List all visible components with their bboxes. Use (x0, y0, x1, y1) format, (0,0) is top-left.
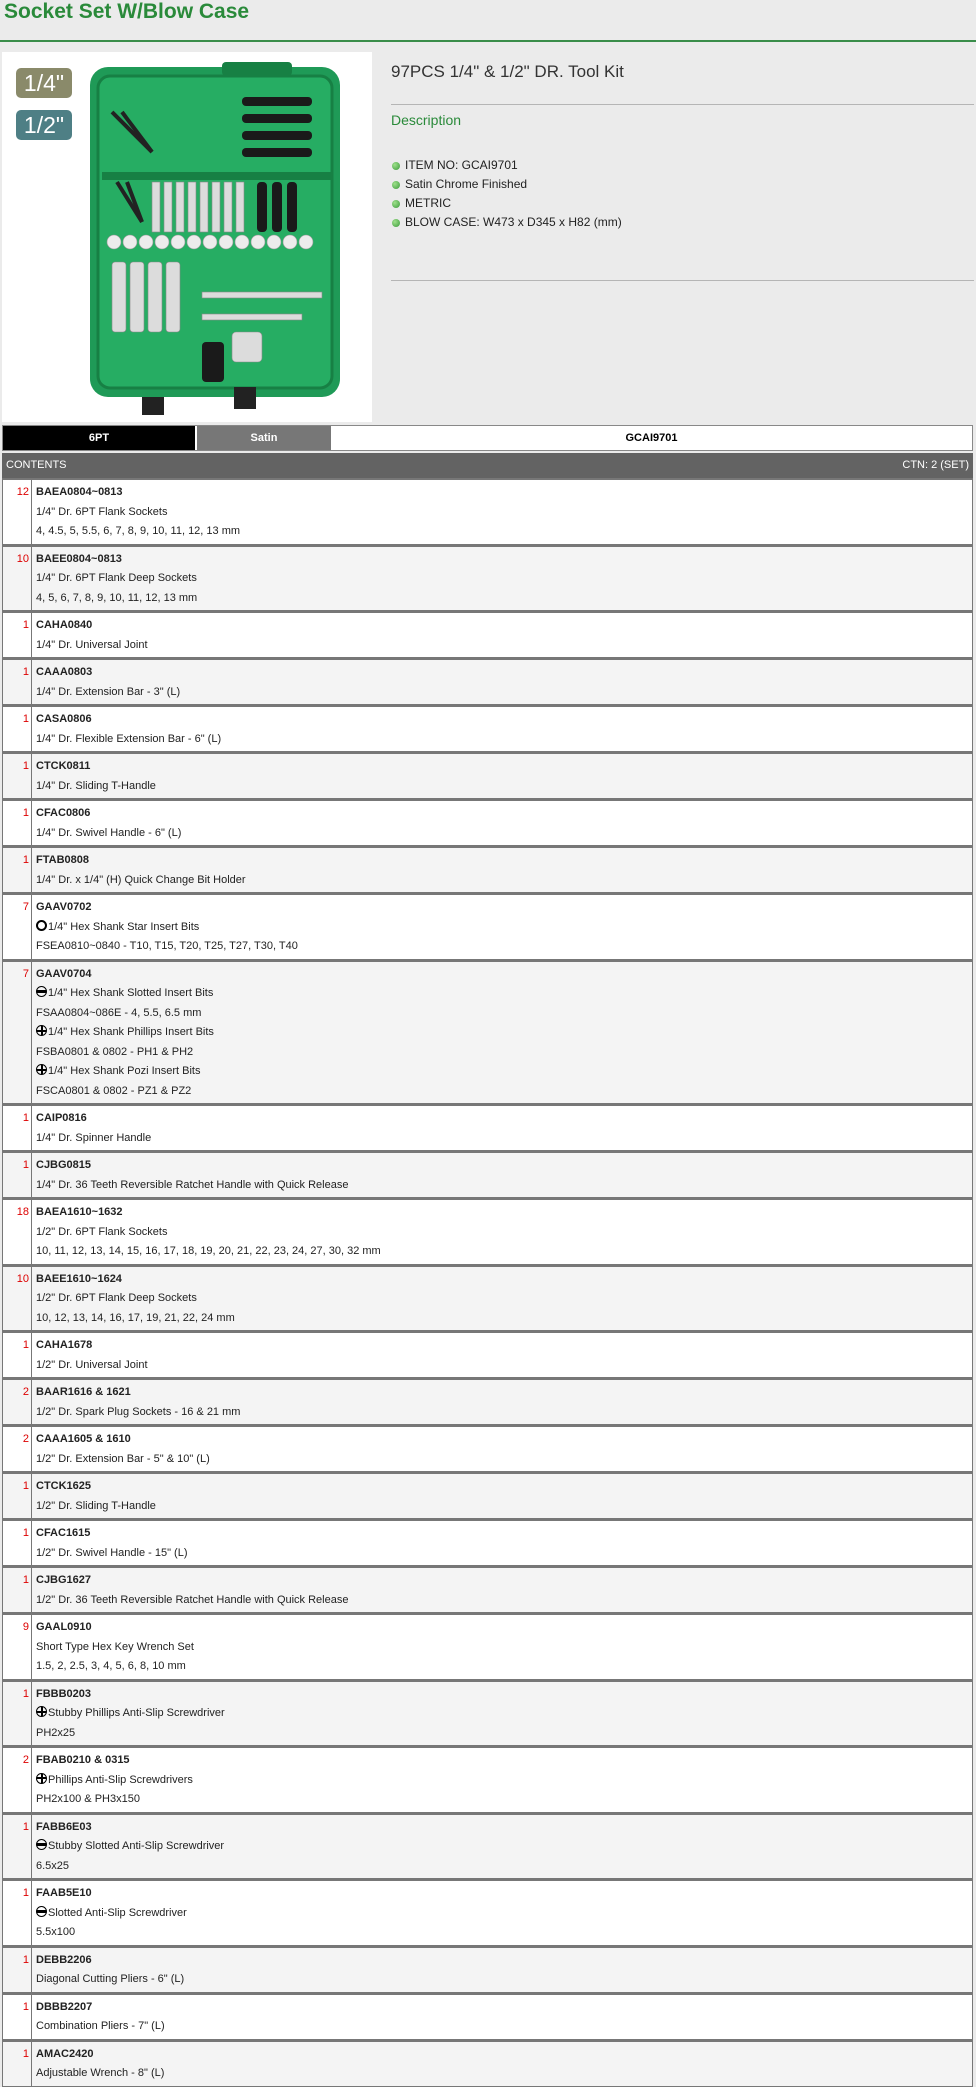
drive-size-badge-half: 1/2" (16, 110, 72, 140)
item-quantity: 1 (3, 1333, 32, 1377)
item-detail (36, 1546, 972, 1566)
item-detail (36, 2066, 972, 2086)
line-text: Diagonal Cutting Pliers - 6" (L) (36, 1973, 185, 1985)
item-code (36, 967, 972, 987)
line-text: FABB6E03 (36, 1820, 92, 1833)
line-text: Adjustable Wrench - 8" (L) (36, 2067, 165, 2079)
line-text: FBAB0210 & 0315 (36, 1754, 130, 1766)
item-quantity: 10 (3, 1267, 32, 1331)
contents-row (2, 1425, 973, 1472)
line-text: 1/4" Hex Shank Pozi Insert Bits (48, 1065, 201, 1077)
page-title: Socket Set W/Blow Case (4, 0, 250, 23)
item-quantity: 1 (3, 1474, 32, 1518)
pozi-bit-icon (36, 1064, 47, 1075)
contents-row (2, 1993, 973, 2040)
item-code (36, 618, 972, 638)
line-text: CJBG1627 (36, 1574, 92, 1586)
item-code (36, 1953, 972, 1973)
contents-row (2, 545, 973, 612)
line-text: Short Type Hex Key Wrench Set (36, 1640, 194, 1653)
line-text: 1/2" Dr. 6PT Flank Sockets (36, 1225, 168, 1238)
drive-size-badge-quarter: 1/4" (16, 68, 72, 98)
line-text: CTCK0811 (36, 760, 91, 772)
item-quantity: 1 (3, 848, 32, 892)
item-detail (36, 1859, 972, 1879)
item-detail (36, 638, 972, 658)
contents-row (2, 1472, 973, 1519)
bullet-icon (392, 219, 400, 227)
line-text: 5.5x100 (36, 1926, 76, 1938)
description-text: METRIC (405, 196, 451, 210)
item-detail (36, 1311, 972, 1331)
line-text: 1/4" Dr. 6PT Flank Sockets (36, 505, 168, 518)
line-text: Stubby Slotted Anti-Slip Screwdriver (48, 1840, 225, 1852)
item-quantity: 2 (3, 1748, 32, 1812)
item-code (36, 1886, 972, 1906)
contents-row (2, 960, 973, 1105)
item-quantity: 1 (3, 1948, 32, 1992)
item-detail (36, 571, 972, 591)
item-detail (36, 1925, 972, 1945)
bullet-icon (392, 200, 400, 208)
divider (391, 280, 974, 281)
description-text: Satin Chrome Finished (405, 177, 528, 191)
item-quantity: 1 (3, 2042, 32, 2086)
title-divider (0, 40, 976, 42)
item-code (36, 1753, 972, 1773)
item-quantity: 1 (3, 707, 32, 751)
line-text: 1/4" Dr. Swivel Handle - 6" (L) (36, 826, 182, 839)
line-text: CFAC1615 (36, 1527, 91, 1539)
item-quantity: 1 (3, 1568, 32, 1612)
description-heading: Description (391, 112, 462, 128)
line-text: CFAC0806 (36, 807, 91, 819)
item-quantity: 1 (3, 801, 32, 845)
phillips-bit-icon (36, 1025, 47, 1036)
item-detail (36, 1291, 972, 1311)
line-text: FSCA0801 & 0802 - PZ1 & PZ2 (36, 1084, 192, 1097)
line-text: 1/2" Dr. Extension Bar - 5" & 10" (L) (36, 1452, 210, 1465)
item-code (36, 1573, 972, 1593)
item-detail (36, 1452, 972, 1472)
contents-row (2, 1813, 973, 1880)
item-quantity: 1 (3, 754, 32, 798)
item-detail (36, 826, 972, 846)
line-text: BAEE0804~0813 (36, 552, 122, 565)
contents-row (2, 893, 973, 960)
item-detail (36, 1244, 972, 1264)
line-text: CTCK1625 (36, 1480, 92, 1492)
item-detail (36, 1131, 972, 1151)
description-item (391, 194, 622, 213)
product-image (2, 52, 372, 422)
contents-row (2, 2040, 973, 2087)
item-quantity: 10 (3, 547, 32, 611)
contents-row (2, 611, 973, 658)
item-detail (36, 524, 972, 544)
line-text: 1/4" Dr. Flexible Extension Bar - 6" (L) (36, 732, 222, 745)
item-code (36, 1158, 972, 1178)
line-text: 1/4" Hex Shank Star Insert Bits (48, 920, 200, 933)
line-text: Phillips Anti-Slip Screwdrivers (48, 1773, 193, 1786)
item-code (36, 1111, 972, 1131)
line-text: CAIP0816 (36, 1112, 87, 1124)
item-code (36, 2047, 972, 2067)
contents-row (2, 1680, 973, 1747)
item-detail (36, 920, 972, 940)
line-text: BAEE1610~1624 (36, 1272, 122, 1285)
item-quantity: 12 (3, 480, 32, 544)
item-quantity: 1 (3, 1815, 32, 1879)
line-text: CAAA0803 (36, 666, 93, 678)
item-code (36, 712, 972, 732)
item-detail (36, 1706, 972, 1726)
star-bit-icon (36, 920, 47, 931)
contents-row (2, 658, 973, 705)
slotted-bit-icon (36, 986, 47, 997)
item-code (36, 1338, 972, 1358)
item-detail (36, 591, 972, 611)
phillips-tip-icon (36, 1773, 47, 1784)
contents-row (2, 1331, 973, 1378)
contents-row (2, 1104, 973, 1151)
line-text: FTAB0808 (36, 854, 89, 866)
item-detail (36, 1084, 972, 1104)
line-text: 1/4" Hex Shank Slotted Insert Bits (48, 987, 214, 999)
line-text: GAAV0704 (36, 967, 92, 980)
item-detail (36, 1839, 972, 1859)
line-text: 10, 11, 12, 13, 14, 15, 16, 17, 18, 19, 20, 21, 22, 23, 24, 27, 30, 32 mm (36, 1245, 381, 1257)
line-text: BAAR1616 & 1621 (36, 1386, 131, 1398)
item-detail (36, 1640, 972, 1660)
contents-row (2, 1946, 973, 1993)
contents-row (2, 1265, 973, 1332)
item-quantity: 9 (3, 1615, 32, 1679)
item-detail (36, 1006, 972, 1026)
line-text: 1/4" Dr. x 1/4" (H) Quick Change Bit Holder (36, 873, 246, 886)
item-code (36, 806, 972, 826)
item-quantity: 7 (3, 895, 32, 959)
line-text: 1/4" Dr. Spinner Handle (36, 1131, 152, 1144)
bullet-icon (392, 162, 400, 170)
item-quantity: 1 (3, 1682, 32, 1746)
item-quantity: 1 (3, 1995, 32, 2039)
bullet-icon (392, 181, 400, 189)
item-detail (36, 1726, 972, 1746)
finish-cell: Satin (197, 426, 331, 450)
item-quantity: 1 (3, 1521, 32, 1565)
line-text: 1/2" Dr. Sliding T-Handle (36, 1499, 156, 1512)
item-detail (36, 1773, 972, 1793)
item-code (36, 1526, 972, 1546)
item-detail (36, 505, 972, 525)
item-quantity: 1 (3, 1153, 32, 1197)
description-item (391, 156, 622, 175)
contents-header (2, 453, 973, 478)
item-code (36, 759, 972, 779)
contents-row (2, 1151, 973, 1198)
product-name: 97PCS 1/4" & 1/2" DR. Tool Kit (391, 62, 624, 81)
item-code (36, 2000, 972, 2020)
contents-table (2, 478, 973, 2087)
line-text: 1/4" Dr. 6PT Flank Deep Sockets (36, 572, 197, 584)
item-detail (36, 1225, 972, 1245)
line-text: 1/4" Dr. Sliding T-Handle (36, 779, 156, 792)
point-type-cell: 6PT (3, 426, 195, 450)
line-text: CJBG0815 (36, 1159, 92, 1171)
item-detail (36, 939, 972, 959)
description-item (391, 175, 622, 194)
line-text: 4, 5, 6, 7, 8, 9, 10, 11, 12, 13 mm (36, 591, 198, 604)
contents-row (2, 846, 973, 893)
item-detail (36, 1178, 972, 1198)
line-text: Slotted Anti-Slip Screwdriver (48, 1906, 187, 1919)
line-text: CAHA1678 (36, 1339, 93, 1351)
contents-row (2, 1566, 973, 1613)
item-detail (36, 1972, 972, 1992)
item-detail (36, 1358, 972, 1378)
item-detail (36, 1405, 972, 1425)
item-detail (36, 1906, 972, 1926)
item-code (36, 665, 972, 685)
line-text: PH2x100 & PH3x150 (36, 1793, 140, 1805)
line-text: 1/2" Dr. 36 Teeth Reversible Ratchet Handle with Quick Release (36, 1593, 349, 1606)
item-code (36, 1479, 972, 1499)
contents-row (2, 799, 973, 846)
line-text: 1/4" Hex Shank Phillips Insert Bits (48, 1026, 214, 1038)
item-detail (36, 685, 972, 705)
item-detail (36, 1792, 972, 1812)
description-text: ITEM NO: GCAI9701 (405, 158, 518, 172)
line-text: 1.5, 2, 2.5, 3, 4, 5, 6, 8, 10 mm (36, 1660, 186, 1672)
contents-row (2, 478, 973, 545)
item-code (36, 485, 972, 505)
line-text: 1/2" Dr. Spark Plug Sockets - 16 & 21 mm (36, 1405, 241, 1418)
carton-quantity: CTN: 2 (SET) (902, 459, 969, 471)
item-detail (36, 2019, 972, 2039)
line-text: FAAB5E10 (36, 1887, 92, 1899)
description-item (391, 213, 622, 232)
contents-row (2, 705, 973, 752)
item-code (36, 853, 972, 873)
line-text: 6.5x25 (36, 1859, 70, 1872)
line-text: CASA0806 (36, 713, 92, 725)
slotted-tip-icon (36, 1906, 47, 1917)
item-quantity: 2 (3, 1427, 32, 1471)
line-text: 1/2" Dr. 6PT Flank Deep Sockets (36, 1292, 197, 1304)
item-detail (36, 1064, 972, 1084)
attribute-bar (2, 425, 973, 451)
line-text: FSBA0801 & 0802 - PH1 & PH2 (36, 1045, 194, 1058)
line-text: 1/4" Dr. 36 Teeth Reversible Ratchet Handle with Quick Release (36, 1178, 349, 1191)
item-quantity: 1 (3, 1881, 32, 1945)
description-text: BLOW CASE: W473 x D345 x H82 (mm) (405, 215, 622, 229)
line-text: GAAL0910 (36, 1621, 92, 1633)
line-text: 10, 12, 13, 14, 16, 17, 19, 21, 22, 24 mm (36, 1311, 235, 1324)
line-text: Stubby Phillips Anti-Slip Screwdriver (48, 1707, 225, 1719)
item-detail (36, 1025, 972, 1045)
contents-row (2, 1746, 973, 1813)
line-text: Combination Pliers - 7" (L) (36, 2020, 165, 2032)
item-code (36, 1432, 972, 1452)
line-text: BAEA1610~1632 (36, 1206, 123, 1218)
phillips-tip-icon (36, 1706, 47, 1717)
line-text: FBBB0203 (36, 1687, 92, 1700)
line-text: BAEA0804~0813 (36, 486, 123, 498)
line-text: FSAA0804~086E - 4, 5.5, 6.5 mm (36, 1006, 202, 1019)
item-code (36, 1687, 972, 1707)
contents-label: CONTENTS (6, 459, 67, 471)
item-detail (36, 986, 972, 1006)
item-detail (36, 873, 972, 893)
contents-row (2, 752, 973, 799)
description-list (391, 156, 622, 232)
contents-row (2, 1198, 973, 1265)
item-quantity: 1 (3, 613, 32, 657)
line-text: 4, 4.5, 5, 5.5, 6, 7, 8, 9, 10, 11, 12, 13 mm (36, 525, 241, 537)
line-text: CAAA1605 & 1610 (36, 1433, 131, 1445)
slotted-tip-icon (36, 1839, 47, 1850)
line-text: 1/2" Dr. Universal Joint (36, 1358, 148, 1371)
item-number-cell: GCAI9701 (331, 426, 972, 450)
item-detail (36, 779, 972, 799)
item-code (36, 1205, 972, 1225)
line-text: CAHA0840 (36, 619, 93, 631)
divider (391, 104, 974, 105)
item-quantity: 1 (3, 1106, 32, 1150)
line-text: DEBB2206 (36, 1953, 92, 1966)
item-detail (36, 1045, 972, 1065)
line-text: 1/2" Dr. Swivel Handle - 15" (L) (36, 1546, 188, 1559)
item-quantity: 7 (3, 962, 32, 1104)
item-code (36, 1620, 972, 1640)
contents-row (2, 1378, 973, 1425)
item-detail (36, 1659, 972, 1679)
item-code (36, 1385, 972, 1405)
line-text: DBBB2207 (36, 2000, 93, 2013)
item-detail (36, 1593, 972, 1613)
line-text: GAAV0702 (36, 901, 92, 913)
item-quantity: 2 (3, 1380, 32, 1424)
contents-row (2, 1879, 973, 1946)
line-text: FSEA0810~0840 - T10, T15, T20, T25, T27, T30, T40 (36, 940, 298, 952)
item-detail (36, 732, 972, 752)
line-text: 1/4" Dr. Extension Bar - 3" (L) (36, 685, 181, 698)
item-code (36, 1272, 972, 1292)
tool-case-illustration (2, 52, 372, 422)
item-quantity: 18 (3, 1200, 32, 1264)
contents-row (2, 1613, 973, 1680)
item-detail (36, 1499, 972, 1519)
item-code (36, 1820, 972, 1840)
item-code (36, 552, 972, 572)
line-text: AMAC2420 (36, 2047, 94, 2060)
item-code (36, 900, 972, 920)
item-quantity: 1 (3, 660, 32, 704)
contents-row (2, 1519, 973, 1566)
line-text: PH2x25 (36, 1726, 76, 1739)
line-text: 1/4" Dr. Universal Joint (36, 638, 148, 651)
